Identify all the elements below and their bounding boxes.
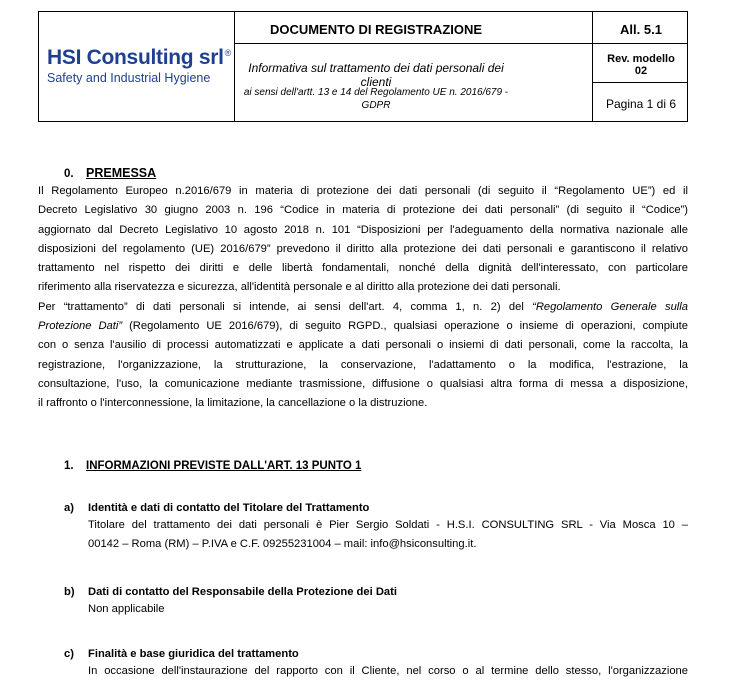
header-divider bbox=[234, 12, 235, 121]
text-line: Decreto Legislativo 30 giugno 2003 n. 196 “Codice in materia di protezione dei dati personali” (di seguito il “Codice”) bbox=[38, 204, 688, 217]
document-legal-reference: ai sensi dell'artt. 13 e 14 del Regolamento UE n. 2016/679 - GDPR bbox=[243, 87, 509, 111]
company-logo bbox=[47, 46, 231, 70]
subsection-letter: b) bbox=[64, 586, 75, 598]
subsection-heading-a bbox=[64, 502, 369, 514]
text-line: con o senza l'ausilio di processi automatizzati e applicate a dati personali o insiemi di dati personali, come la raccolta, la bbox=[38, 339, 688, 352]
text-line: aggiornato dal Decreto Legislativo 10 agosto 2018 n. 101 “Disposizioni per l'adeguamento della normativa nazionale alle bbox=[38, 223, 688, 236]
section-number: 0. bbox=[64, 168, 74, 180]
text-line: In occasione dell'instaurazione del rapporto con il Cliente, nel corso o al termine dello stesso, l'organizzazione bbox=[88, 665, 688, 677]
subsection-heading-b bbox=[64, 586, 397, 598]
text-line: 00142 – Roma (RM) – P.IVA e C.F. 09255231004 – mail: info@hsiconsulting.it. bbox=[88, 538, 477, 551]
page-number: Pagina 1 di 6 bbox=[605, 97, 677, 111]
subsection-letter: a) bbox=[64, 502, 74, 514]
text-line-mixed bbox=[38, 317, 688, 336]
subsection-letter: c) bbox=[64, 648, 74, 660]
revision-info bbox=[593, 53, 689, 77]
header-divider bbox=[234, 43, 687, 44]
subsection-title: Finalità e base giuridica del trattamento bbox=[88, 648, 299, 660]
revision-label: Rev. modello bbox=[607, 53, 675, 65]
text-segment-italic: Protezione Dati” bbox=[38, 320, 123, 333]
logo-tagline: Safety and Industrial Hygiene bbox=[47, 71, 211, 85]
attachment-number: All. 5.1 bbox=[620, 22, 662, 37]
section-heading-premessa bbox=[64, 166, 156, 180]
text-line: Titolare del trattamento dei dati personali è Pier Sergio Soldati - H.S.I. CONSULTING SRL - Via Mosca 10 – bbox=[88, 519, 688, 531]
subsection-title: Dati di contatto del Responsabile della Protezione dei Dati bbox=[88, 586, 397, 598]
text-segment: Per “trattamento” di dati personali si intende, ai sensi dell'art. 4, comma 1, n. 2) del bbox=[38, 300, 533, 313]
header-divider bbox=[592, 82, 687, 83]
subsection-title: Identità e dati di contatto del Titolare del Trattamento bbox=[88, 502, 370, 514]
text-line: trattamento nel rispetto dei diritti e delle libertà fondamentali, nonché della dignità dell'interessato, con particolare bbox=[38, 262, 688, 275]
document-subtitle: Informativa sul trattamento dei dati personali dei clienti bbox=[248, 61, 504, 89]
subsection-body-b bbox=[88, 600, 688, 619]
document-header-table bbox=[38, 11, 688, 122]
text-line: Non applicabile bbox=[88, 603, 165, 615]
text-line: consultazione, l'uso, la comunicazione mediante trasmissione, diffusione o qualsiasi altra forma di messa a disposizione, bbox=[38, 377, 688, 390]
text-segment-italic: “Regolamento Generale sulla bbox=[532, 300, 688, 313]
text-line: riferimento alla riservatezza e sicurezza, all'identità personale e al diritto alla protezione dei dati personali. bbox=[38, 281, 561, 294]
subsection-heading-c bbox=[64, 648, 299, 660]
subsection-body-a bbox=[88, 516, 688, 555]
text-line-mixed bbox=[38, 298, 688, 317]
section-title: INFORMAZIONI PREVISTE DALL'ART. 13 PUNTO 1 bbox=[86, 460, 362, 472]
section-heading-informazioni bbox=[64, 460, 361, 472]
section-title: PREMESSA bbox=[86, 166, 157, 180]
document-title: DOCUMENTO DI REGISTRAZIONE bbox=[269, 22, 483, 37]
text-segment: (Regolamento UE 2016/679), di seguito RGPD., qualsiasi operazione o insieme di operazioni, compiute bbox=[122, 320, 688, 333]
text-line: disposizioni del regolamento (UE) 2016/679” prevedono il diritto alla protezione dei dati personali e garantiscono il relativo bbox=[38, 242, 688, 255]
logo-name: HSI Consulting srl bbox=[47, 46, 224, 69]
text-line: Il Regolamento Europeo n.2016/679 in materia di protezione dei dati personali (di seguito il “Regolamento UE”) ed il bbox=[38, 185, 688, 197]
registered-mark: ® bbox=[224, 48, 231, 58]
section-number: 1. bbox=[64, 460, 74, 472]
revision-value: 02 bbox=[634, 65, 648, 77]
text-line: registrazione, l'organizzazione, la strutturazione, la conservazione, l'adattamento o la modifica, l'estrazione, la bbox=[38, 358, 688, 371]
paragraph-premessa-1 bbox=[38, 182, 688, 414]
text-line: il raffronto o l'interconnessione, la limitazione, la cancellazione o la distruzione. bbox=[38, 397, 428, 410]
subsection-body-c bbox=[88, 662, 688, 681]
